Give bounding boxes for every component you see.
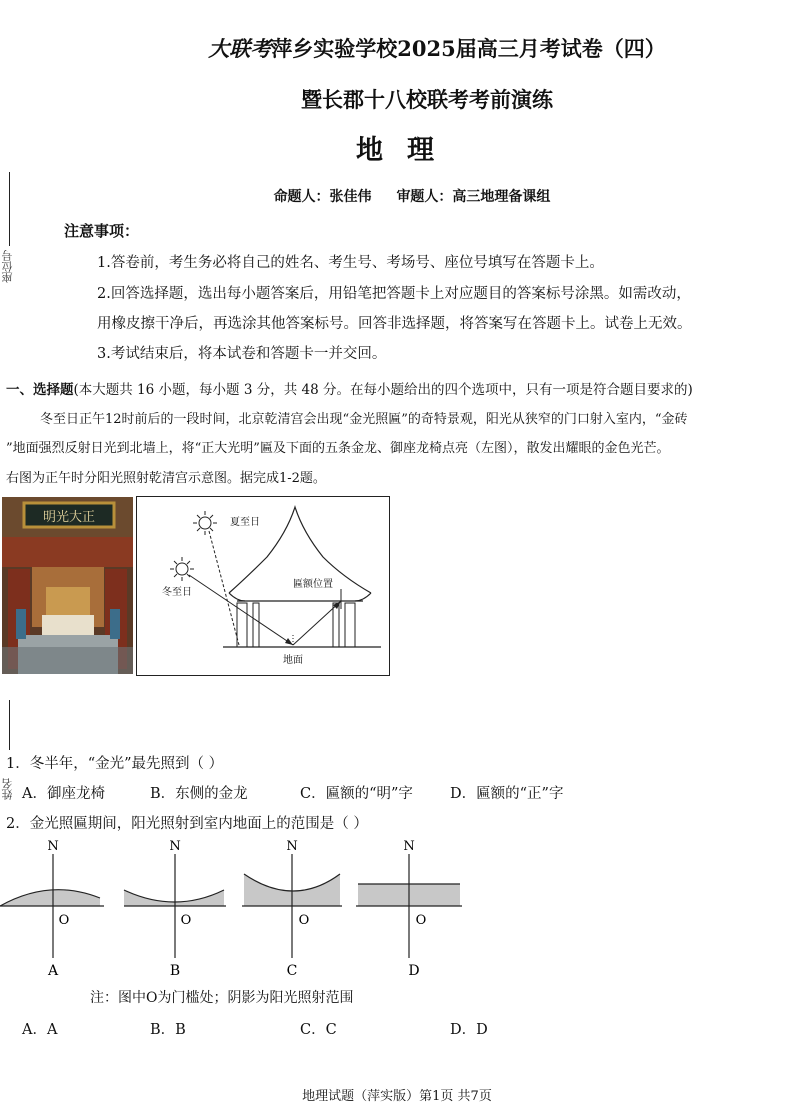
q1-option-d[interactable]: D．匾额的“正”字 — [450, 786, 564, 802]
notice-item-3: 3.考试结束后，将本试卷和答题卡一并交回。 — [97, 346, 387, 362]
section-title: 一、选择题 — [6, 382, 74, 398]
summer-sun-icon — [193, 511, 217, 535]
q2-b-north: N — [169, 839, 181, 854]
reviewer: 审题人：高三地理备课组 — [396, 189, 551, 205]
q2-b-origin: O — [180, 913, 192, 928]
q2-option-d[interactable]: D．D — [450, 1022, 488, 1038]
page-footer: 地理试题（萍实版）第1页 共7页 — [302, 1089, 492, 1104]
notice-item-1: 1.答卷前，考生务必将自己的姓名、考生号、考场号、座位号填写在答题卡上。 — [97, 255, 604, 271]
q1-stem: 1．冬半年，“金光”最先照到（ ） — [6, 756, 224, 772]
setter: 命题人：张佳伟 — [273, 189, 372, 205]
notice-heading: 注意事项： — [64, 222, 140, 240]
title-brand: 大联考 — [208, 36, 272, 61]
q2-option-b[interactable]: B．B — [150, 1022, 186, 1038]
subject-title: 地理 — [356, 135, 458, 166]
throne-photo — [2, 497, 133, 674]
q1-option-a[interactable]: A．御座龙椅 — [22, 786, 105, 802]
plaque-pos-label: 匾额位置 — [293, 579, 333, 590]
q2-c-origin: O — [298, 913, 310, 928]
name-label: 姓名 — [1, 778, 14, 800]
notice-item-2-cont: 用橡皮擦干净后，再选涂其他答案标号。回答非选择题，将答案写在答题卡上。试卷上无效。 — [97, 316, 692, 332]
sunlight-diagram — [136, 496, 390, 676]
q2-d-label: D — [408, 963, 420, 978]
q2-option-c[interactable]: C．C — [300, 1022, 337, 1038]
section-desc: (本大题共 16 小题，每小题 3 分，共 48 分。在每小题给出的四个选项中，只有一项是符合题目要求的) — [73, 382, 693, 398]
q2-c-label: C — [286, 963, 298, 978]
stem-para-3: 右图为正午时分阳光照射乾清宫示意图。据完成1-2题。 — [6, 471, 326, 486]
authors-line — [0, 186, 794, 206]
binding-line-top — [9, 172, 10, 246]
binding-line-mid — [9, 700, 10, 750]
q2-option-a[interactable]: A．A — [22, 1022, 58, 1038]
plaque-text: 明光大正 — [42, 510, 96, 525]
notice-item-2: 2.回答选择题，选出每小题答案后，用铅笔把答题卡上对应题目的答案标号涂黑。如需改动， — [97, 286, 691, 302]
section-heading — [6, 378, 693, 398]
exam-title — [0, 33, 794, 63]
q2-note: 注：图中O为门槛处；阴影为阳光照射范围 — [90, 990, 354, 1006]
q2-figures — [0, 838, 470, 978]
q2-stem: 2．金光照匾期间，阳光照射到室内地面上的范围是（ ） — [6, 816, 368, 832]
summer-label: 夏至日 — [230, 517, 260, 528]
exam-subtitle: 暨长郡十八校联考考前演练 — [301, 87, 553, 112]
q1-option-c[interactable]: C．匾额的“明”字 — [300, 786, 413, 802]
q2-d-north: N — [403, 839, 415, 854]
q2-figure-a — [0, 839, 104, 978]
winter-sun-icon — [170, 557, 194, 581]
q2-a-north: N — [47, 839, 59, 854]
q1-option-b[interactable]: B．东侧的金龙 — [150, 786, 248, 802]
winter-label: 冬至日 — [162, 587, 192, 598]
seat-label: 座位号 — [1, 250, 14, 283]
title-rest: 萍乡实验学校2025届高三月考试卷（四） — [271, 36, 666, 61]
q2-figure-c — [242, 839, 342, 978]
q2-figure-b — [124, 839, 226, 978]
q2-a-origin: O — [58, 913, 70, 928]
stem-para-2: ”地面强烈反射日光到北墙上，将“正大光明”匾及下面的五条金龙、御座龙椅点亮（左图），散发出耀眼的金色光芒。 — [6, 441, 670, 456]
stem-para-1: 冬至日正午12时前后的一段时间，北京乾清宫会出现“金光照匾”的奇特景观，阳光从狭窄的门口射入室内，“金砖 — [40, 412, 688, 427]
q2-a-label: A — [47, 963, 59, 978]
ground-label: 地面 — [283, 655, 303, 666]
q2-c-north: N — [286, 839, 298, 854]
q2-d-origin: O — [415, 913, 427, 928]
q2-b-label: B — [169, 963, 181, 978]
q2-figure-d — [356, 839, 462, 978]
